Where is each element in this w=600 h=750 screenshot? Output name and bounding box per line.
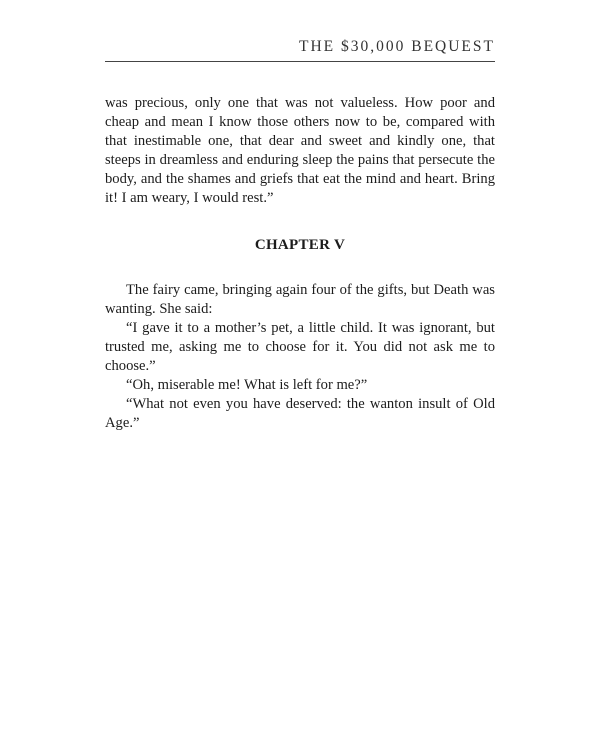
chapter-text-block	[105, 281, 495, 433]
header-rule	[105, 61, 495, 62]
continued-paragraph: was precious, only one that was not valueless. How poor and cheap and mean I know those others now to be, compared with that inestimable one, that dear and sweet and kindly one, that steeps in dreamless and enduring sleep the pains that persecute the body, and the shames and griefs that eat the mind and heart. Bring it! I am weary, I would rest.”	[105, 95, 495, 206]
paragraph-fairy-came: The fairy came, bringing again four of the gifts, but Death was wanting. She said:	[105, 282, 495, 317]
paragraph-old-age: “What not even you have deserved: the wanton insult of Old Age.”	[105, 396, 495, 431]
running-head-title: THE $30,000 BEQUEST	[298, 38, 495, 55]
continued-text-block	[105, 94, 495, 208]
chapter-title: CHAPTER V	[254, 237, 346, 253]
paragraph-mothers-pet: “I gave it to a mother’s pet, a little child. It was ignorant, but trusted me, asking me to choose for it. You did not ask me to choose.”	[105, 320, 495, 374]
paragraph-miserable-me: “Oh, miserable me! What is left for me?”	[126, 377, 368, 393]
